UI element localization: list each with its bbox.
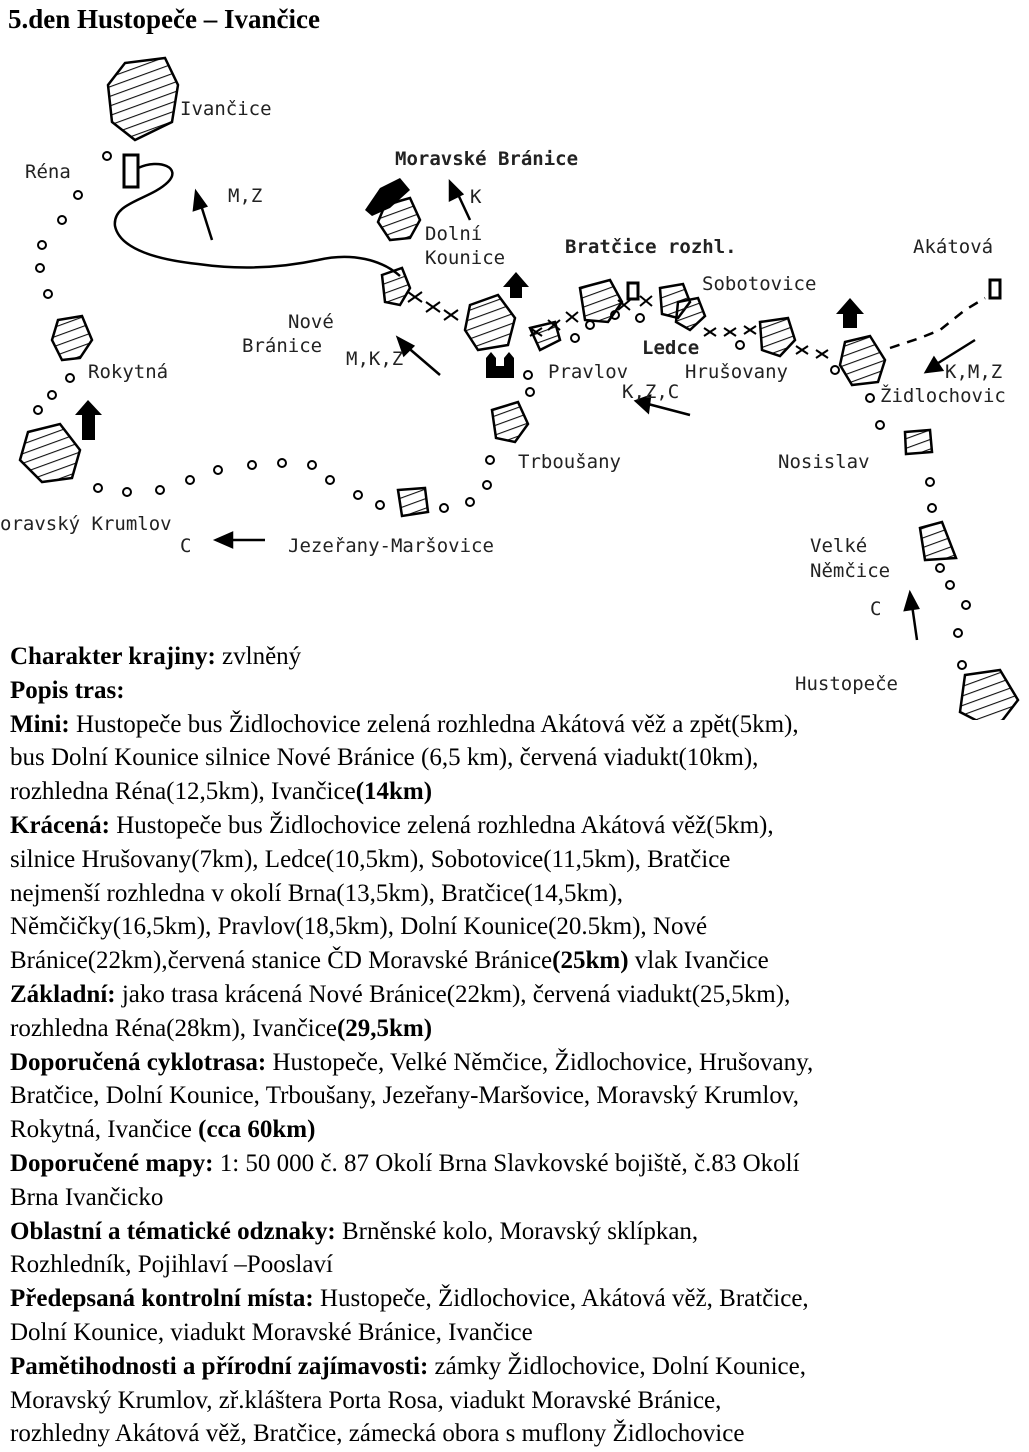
- town-trbousany-marker: [492, 402, 528, 442]
- charakter-line: Charakter krajiny: zvlněný: [10, 643, 302, 670]
- label-velke-1: Velké: [810, 535, 868, 557]
- label-rokytna: Rokytná: [88, 361, 169, 383]
- label-jezerany: Jezeřany-Maršovice: [288, 535, 494, 557]
- chateau-icon: [486, 352, 514, 378]
- label-nosislav: Nosislav: [778, 451, 870, 473]
- mapy-line-1: Doporučené mapy: 1: 50 000 č. 87 Okolí Brna Slavkovské bojiště, č.83 Okolí: [10, 1149, 800, 1177]
- town-dolni-kounice-marker: [465, 295, 515, 350]
- label-kmz: K,M,Z: [945, 361, 1003, 383]
- label-k: K: [470, 186, 482, 208]
- label-ledce: Ledce: [642, 337, 700, 359]
- town-rokytna-marker: [52, 316, 92, 360]
- label-bratcice: Bratčice rozhl.: [565, 236, 737, 258]
- odznaky-line-2: Rozhledník, Pojihlaví –Pooslaví: [10, 1251, 333, 1279]
- town-bratcice-marker: [580, 280, 622, 322]
- label-hrusovany: Hrušovany: [685, 361, 788, 383]
- kracena-line-4: Němčičky(16,5km), Pravlov(18,5km), Dolní Kounice(20.5km), Nové: [10, 913, 708, 941]
- town-krumlov-marker: [20, 424, 80, 482]
- mini-line-2: bus Dolní Kounice silnice Nové Bránice (6,5 km), červená viadukt(10km),: [10, 744, 759, 772]
- town-ledce-marker: [676, 298, 705, 330]
- mini-line-3: rozhledna Réna(12,5km), Ivančice(14km): [10, 778, 433, 806]
- cyklo-line-3: Rokytná, Ivančice (cca 60km): [10, 1116, 316, 1144]
- label-dolni-1: Dolní: [425, 223, 483, 245]
- cyklo-line-2: Bratčice, Dolní Kounice, Trboušany, Jezeřany-Maršovice, Moravský Krumlov,: [10, 1082, 799, 1110]
- kracena-line-1: Krácená: Hustopeče bus Židlochovice zelená rozhledna Akátová věž(5km),: [10, 811, 774, 839]
- label-zidlochovice: Židlochovic: [880, 385, 1006, 407]
- town-velke-nemcice-marker: [920, 522, 956, 560]
- tower-icon: [990, 280, 1000, 298]
- popis-line: Popis tras:: [10, 676, 125, 704]
- kontrolni-line-2: Dolní Kounice, viadukt Moravské Bránice, Ivančice: [10, 1318, 533, 1346]
- pamet-line-1: Pamětihodnosti a přírodní zajímavosti: zámky Židlochovice, Dolní Kounice,: [10, 1352, 806, 1380]
- label-c1: C: [180, 535, 192, 557]
- label-c2: C: [870, 598, 882, 620]
- zakladni-line-2: rozhledna Réna(28km), Ivančice(29,5km): [10, 1014, 433, 1042]
- pamet-line-2: Moravský Krumlov, zř.kláštera Porta Rosa, viadukt Moravské Bránice,: [10, 1386, 722, 1414]
- label-ivancice: Ivančice: [180, 98, 272, 120]
- mapy-line-2: Brna Ivančicko: [10, 1183, 164, 1211]
- green-trail: [890, 298, 985, 348]
- pamet-line-3: rozhledny Akátová věž, Bratčice, zámecká obora s muflony Židlochovice: [10, 1420, 745, 1448]
- label-moravske-branice: Moravské Bránice: [395, 148, 579, 170]
- station-arrows: [75, 272, 864, 440]
- kracena-line-3: nejmenší rozhledna v okolí Brna(13,5km), Bratčice(14,5km),: [10, 879, 624, 907]
- label-nove-1: Nové: [288, 311, 334, 333]
- label-nove-2: Bránice: [242, 335, 323, 357]
- label-pravlov: Pravlov: [548, 361, 629, 383]
- label-dolni-2: Kounice: [425, 247, 506, 269]
- tower-icon: [124, 155, 138, 187]
- town-zidlochovice-marker: [840, 336, 885, 385]
- label-mz: M,Z: [228, 185, 263, 207]
- tower-icon: [628, 283, 638, 299]
- route-description: [10, 640, 1025, 1451]
- route-map: [0, 40, 1029, 720]
- town-jezerany-marker: [398, 488, 428, 516]
- kracena-line-2: silnice Hrušovany(7km), Ledce(10,5km), Sobotovice(11,5km), Bratčice: [10, 845, 731, 873]
- page-title: 5.den Hustopeče – Ivančice: [8, 4, 320, 34]
- kracena-line-5: Bránice(22km),červená stanice ČD Moravské Bránice(25km) vlak Ivančice: [10, 947, 769, 975]
- town-nosislav-marker: [905, 430, 932, 454]
- label-velke-2: Němčice: [810, 560, 891, 582]
- label-kzc: K,Z,C: [622, 381, 680, 403]
- town-hrusovany-marker: [760, 318, 795, 356]
- cyklo-line-1: Doporučená cyklotrasa: Hustopeče, Velké Němčice, Židlochovice, Hrušovany,: [10, 1048, 814, 1076]
- zakladni-line-1: Základní: jako trasa krácená Nové Bránice(22km), červená viadukt(25,5km),: [10, 980, 791, 1008]
- label-mkz: M,K,Z: [346, 348, 404, 370]
- label-moravsky-krumlov: oravský Krumlov: [0, 513, 172, 535]
- mini-line-1: Mini: Hustopeče bus Židlochovice zelená rozhledna Akátová věž a zpět(5km),: [10, 710, 799, 738]
- label-trbousany: Trboušany: [518, 451, 621, 473]
- label-akatova: Akátová: [913, 236, 994, 258]
- road-line: [115, 164, 400, 276]
- label-rena: Réna: [25, 161, 71, 183]
- odznaky-line-1: Oblastní a tématické odznaky: Brněnské kolo, Moravský sklípkan,: [10, 1217, 699, 1245]
- label-hustopece: Hustopeče: [795, 673, 898, 695]
- town-ivancice-marker: [108, 58, 178, 140]
- kontrolni-line-1: Předepsaná kontrolní místa: Hustopeče, Židlochovice, Akátová věž, Bratčice,: [10, 1285, 809, 1313]
- label-sobotovice: Sobotovice: [702, 273, 817, 295]
